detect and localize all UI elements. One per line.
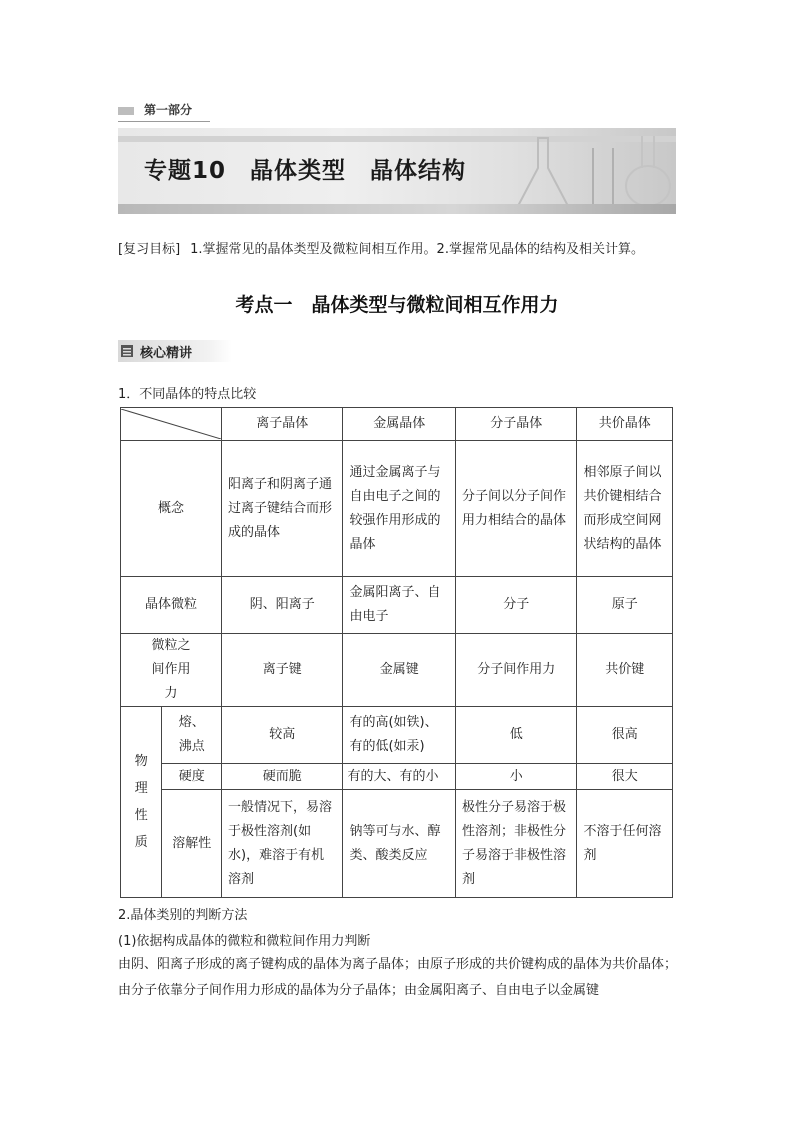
table-cell: 共价键 — [577, 634, 673, 707]
sub-label-solubility: 溶解性 — [162, 790, 222, 898]
header-ionic: 离子晶体 — [222, 408, 343, 441]
diagonal-line — [121, 409, 221, 439]
table-cell: 不溶于任何溶剂 — [577, 790, 673, 898]
table-cell: 有的高(如铁)、有的低(如汞) — [343, 707, 456, 764]
chapter-title: 专题10 晶体类型 晶体结构 — [144, 158, 467, 184]
table-row — [121, 707, 673, 764]
table-cell: 分子 — [456, 577, 577, 634]
item2-subheading: (1)依据构成晶体的微粒和微粒间作用力判断 — [118, 934, 371, 949]
item2-paragraph: 由阴、阳离子形成的离子键构成的晶体为离子晶体；由原子形成的共价键构成的晶体为共价晶体；由分子依靠分子间作用力形成的晶体为分子晶体；由金属阳离子、自由电子以金属键 — [118, 957, 678, 998]
table-cell: 很大 — [577, 764, 673, 790]
table-cell: 离子键 — [222, 634, 343, 707]
notebook-icon — [120, 344, 134, 358]
sub-label-hardness: 硬度 — [162, 764, 222, 790]
core-text: 核心精讲 — [140, 346, 193, 361]
table-row — [121, 764, 673, 790]
table-cell: 一般情况下，易溶于极性溶剂(如水)，难溶于有机溶剂 — [222, 790, 343, 898]
table-cell: 通过金属离子与自由电子之间的较强作用形成的晶体 — [343, 441, 456, 577]
part-text: 第一部分 — [144, 103, 193, 117]
table-cell: 较高 — [222, 707, 343, 764]
row-label-physical — [121, 707, 162, 898]
table-row — [121, 790, 673, 898]
core-label — [118, 340, 232, 362]
header-molecular: 分子晶体 — [456, 408, 577, 441]
sub-label-mp: 熔、沸点 — [162, 707, 222, 764]
review-label: [复习目标] — [118, 242, 181, 257]
row-label-particle: 晶体微粒 — [121, 577, 222, 634]
item1-heading: 1．不同晶体的特点比较 — [118, 387, 257, 402]
chapter-banner — [118, 128, 676, 214]
item2-heading: 2.晶体类别的判断方法 — [118, 908, 248, 923]
table-cell: 阳离子和阴离子通过离子键结合而形成的晶体 — [222, 441, 343, 577]
row-label-concept: 概念 — [121, 441, 222, 577]
crystal-comparison-table — [120, 407, 673, 898]
table-cell: 原子 — [577, 577, 673, 634]
table-cell: 小 — [456, 764, 577, 790]
table-cell: 分子间作用力 — [456, 634, 577, 707]
table-header-row — [121, 408, 673, 441]
table-cell: 硬而脆 — [222, 764, 343, 790]
table-cell: 低 — [456, 707, 577, 764]
header-covalent: 共价晶体 — [577, 408, 673, 441]
review-text: 1.掌握常见的晶体类型及微粒间相互作用。2.掌握常见晶体的结构及相关计算。 — [190, 242, 644, 257]
physical-label-text: 物理性质 — [134, 754, 148, 850]
table-row — [121, 441, 673, 577]
lab-glassware-illustration — [498, 128, 676, 214]
table-cell: 金属阳离子、自由电子 — [343, 577, 456, 634]
part-label — [118, 102, 210, 122]
diagonal-header-cell — [121, 408, 222, 441]
table-cell: 钠等可与水、醇类、酸类反应 — [343, 790, 456, 898]
section-title: 考点一 晶体类型与微粒间相互作用力 — [235, 294, 559, 316]
review-goals — [118, 238, 654, 257]
table-cell: 金属键 — [343, 634, 456, 707]
table-cell: 极性分子易溶于极性溶剂；非极性分子易溶于非极性溶剂 — [456, 790, 577, 898]
row-label-force: 微粒之间作用力 — [121, 634, 222, 707]
table-cell: 分子间以分子间作用力相结合的晶体 — [456, 441, 577, 577]
table-row — [121, 577, 673, 634]
part-marker — [118, 107, 134, 115]
table-cell: 很高 — [577, 707, 673, 764]
table-cell: 有的大、有的小 — [343, 764, 456, 790]
table-row — [121, 634, 673, 707]
table-cell: 相邻原子间以共价键相结合而形成空间网状结构的晶体 — [577, 441, 673, 577]
header-metallic: 金属晶体 — [343, 408, 456, 441]
table-cell: 阴、阳离子 — [222, 577, 343, 634]
